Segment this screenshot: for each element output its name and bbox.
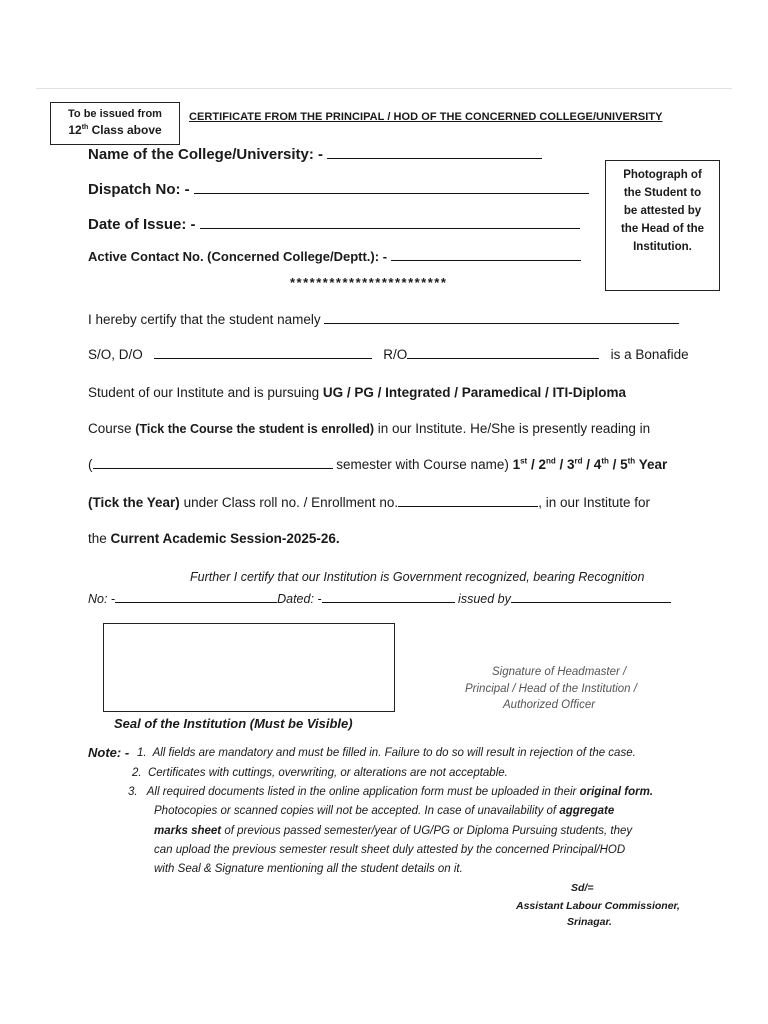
recognition-no-label: No: - [88,592,116,606]
college-label: Name of the College/University: - [88,146,324,163]
date-label: Date of Issue: - [88,216,196,233]
dispatch-label: Dispatch No: - [88,181,190,198]
photo-line5: Institution. [633,241,692,253]
sd-location: Srinagar. [567,916,612,928]
issue-box-line2: 12th Class above [68,123,162,137]
college-blank[interactable] [327,157,542,159]
photo-line4: the Head of the [620,223,705,235]
seal-label: Seal of the Institution (Must be Visible) [114,716,353,731]
sd-mark: Sd/= [571,882,594,894]
parent-label: S/O, D/O [88,347,143,362]
recognition-line [88,592,671,606]
date-of-issue-field[interactable] [88,216,580,233]
further-certify-text: Further I certify that our Institution is Government recognized, bearing Recognition [190,570,645,584]
roll-no-blank[interactable] [398,505,538,507]
course-options: UG / PG / Integrated / Paramedical / ITI-Diploma [322,385,626,400]
the-word: the [88,531,107,546]
sd-designation: Assistant Labour Commissioner, [516,900,680,912]
photo-line3: be attested by [623,205,702,217]
separator-stars: ************************ [290,275,448,290]
pursuing-text: Student of our Institute and is pursuing [88,385,320,400]
note-3-line5: with Seal & Signature mentioning all the student details on it. [154,863,463,875]
academic-session: Current Academic Session-2025-26. [110,531,340,546]
signature-line3: Authorized Officer [503,699,596,711]
dated-label: Dated: - [277,592,322,606]
parent-blank[interactable] [154,357,372,359]
body-line-7 [88,531,340,546]
note-2: 2. Certificates with cuttings, overwriting, or alterations are not acceptable. [132,767,508,779]
semester-text: semester with Course name) [336,457,509,472]
photo-line1: Photograph of [623,169,702,181]
seal-box[interactable] [103,623,395,712]
photo-box [605,160,720,291]
dated-blank[interactable] [322,601,455,603]
issue-box [50,102,180,145]
top-divider [36,88,732,89]
recognition-no-blank[interactable] [115,601,277,603]
year-options: 1st / 2nd / 3rd / 4th / 5th Year [512,456,668,472]
signature-line1: Signature of Headmaster / [492,666,627,678]
contact-field[interactable] [88,249,581,264]
body-line-4 [88,421,650,436]
signature-line2: Principal / Head of the Institution / [465,683,637,695]
student-name-label: I hereby certify that the student namely [88,312,321,327]
course-word: Course [88,421,132,436]
body-line-1 [88,312,679,327]
tick-year-instruction: (Tick the Year) [88,495,180,510]
contact-blank[interactable] [391,259,581,261]
issued-by-label: issued by [458,592,511,606]
dispatch-blank[interactable] [194,192,589,194]
date-blank[interactable] [200,227,580,229]
tick-course-instruction: (Tick the Course the student is enrolled) [135,422,374,436]
photo-line2: the Student to [623,187,702,199]
dispatch-field[interactable] [88,181,589,198]
note-3: 3. All required documents listed in the online application form must be uploaded in their original form. [128,786,654,798]
college-name-field[interactable] [88,146,542,163]
note-3-line2: Photocopies or scanned copies will not be accepted. In case of unavailability of aggregate [154,805,615,817]
issue-box-line1: To be issued from [68,108,162,120]
note-heading: Note: - [88,745,130,760]
note-3-line4: can upload the previous semester result sheet duly attested by the concerned Principal/HOD [154,844,626,856]
body-line-3 [88,385,626,400]
semester-blank[interactable] [93,467,333,469]
note-1: 1. All fields are mandatory and must be filled in. Failure to do so will result in rejection of the case. [137,747,636,759]
open-paren: ( [88,457,93,472]
note-3-line3: marks sheet of previous passed semester/year of UG/PG or Diploma Pursuing students, they [154,825,633,837]
student-name-blank[interactable] [324,322,679,324]
contact-label: Active Contact No. (Concerned College/Deptt.): - [88,249,388,264]
bonafide-text: is a Bonafide [610,347,689,362]
body-line-5 [88,457,667,472]
institute-for-text: , in our Institute for [538,495,650,510]
reading-text: in our Institute. He/She is presently reading in [377,421,651,436]
certificate-title: CERTIFICATE FROM THE PRINCIPAL / HOD OF THE CONCERNED COLLEGE/UNIVERSITY [189,111,663,123]
residence-blank[interactable] [407,357,599,359]
body-line-6 [88,495,650,510]
roll-no-label: under Class roll no. / Enrollment no. [183,495,399,510]
issued-by-blank[interactable] [511,601,671,603]
body-line-2 [88,347,689,362]
residence-label: R/O [383,347,408,362]
